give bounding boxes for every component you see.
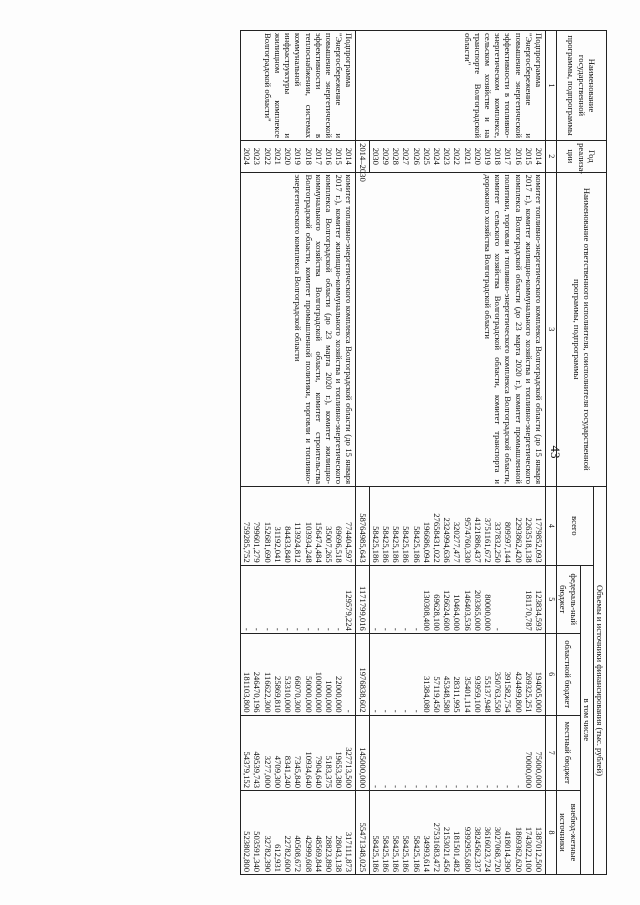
- col-number: 3: [545, 172, 556, 487]
- sum-total: 58764985,643: [356, 487, 369, 566]
- page-number: 43: [548, 445, 563, 459]
- local-values: 75000,000 70000,000 - - - - - - - - - - - - - - -: [369, 715, 545, 790]
- executor-list: комитет топливно-энергетического комплекса Волгоградской области (до 15 января 2017 г.), комитет жилищно-коммунального хозяйства и топливно-энергетического комплекса Волгоградской области (до 23 марта 2020 г.), комитет промышленной политики, торговли и топливно-энергетического комплекса Волгоградской области, комитет сельского хозяйства Волгоградской области, комитет транспорта и дорожного хозяйства Волгоградской области: [356, 172, 546, 487]
- subprogram-name: Подпрограмма "Энергосбережение и повышение энергетической эффективности в топливно-энергетическом комплексе, сельском хозяйстве и на транспорте Волгоградской области": [356, 31, 546, 141]
- header-year: Год реализа-ции: [557, 141, 607, 172]
- col-number: 5: [545, 565, 556, 633]
- subprogram-name: Подпрограмма "Энергосбережение и повышение энергетической эффективности в теплоснабжении, системах коммунальной инфраструктуры и жилищном комплексе Волгоградской области": [241, 31, 356, 141]
- header-executor: Наименование ответственного исполнителя, соисполнителя государственной программы, подпрограммы: [557, 172, 607, 487]
- year-list: 2014 2015 2016 2017 2018 2019 2020 2021 2022 2023 2024 2025 2026 2027 2028 2029 2030: [369, 141, 545, 172]
- header-volumes: Объемы и источники финансирования (тыс. рублей): [593, 487, 606, 875]
- header-extra: внебюд-жетные источники: [557, 791, 580, 875]
- total-values: 774404,597 69696,518 35007,265 156474,484 103934,248 113924,812 84433,840 31192,041 152681,690 799601,279 759285,752: [241, 487, 356, 566]
- sum-regional: 1976838,602: [356, 633, 369, 715]
- federal-values: 123834,593 181170,787 - 80000,000 203365,000 146403,536 10464,000 126624,600 69628,100 130308,400 - - - - -: [369, 565, 545, 633]
- regional-values: 194005,000 269325,251 424499,800 391582,754 350763,550 55137,948 93959,100 35401,114 28311,995 45348,580 57119,450 31384,080 - - - - -: [369, 633, 545, 715]
- header-federal: федераль-ный бюджет: [557, 565, 580, 633]
- col-number: 8: [545, 791, 556, 875]
- sum-local: 145000,000: [356, 715, 369, 790]
- header-total: всего: [557, 487, 594, 566]
- col-number: 7: [545, 715, 556, 790]
- sum-period: 2014–2030: [356, 141, 369, 172]
- header-regional: областной бюджет: [557, 633, 580, 715]
- local-values: 327713,500 19653,380 5183,375 7904,640 10934,640 7345,840 8341,240 4709,300 3277,000 49539,743 54379,152: [241, 715, 356, 790]
- header-name: Наименование государственной программы, подпрограммы: [557, 31, 607, 141]
- col-number: 4: [545, 487, 556, 566]
- subprogram-row: [241, 31, 356, 875]
- col-number: 6: [545, 633, 556, 715]
- financing-table: [240, 30, 607, 875]
- sum-federal: 1171799,016: [356, 565, 369, 633]
- subprogram-row: [369, 31, 545, 875]
- rotated-table-page: [97, 30, 607, 875]
- col-number: 2: [545, 141, 556, 172]
- year-list: 2014 2015 2016 2017 2018 2019 2020 2021 2022 2023 2024: [241, 141, 356, 172]
- total-values: 1779852,093 2263518,138 2293862,420 809597,144 337832,250 3751161,672 4121886,437 9574760,330 320277,477 2324994,636 27658431,022 196686,094 58425,186 58425,186 58425,186 58425,186 58425,186: [369, 487, 545, 566]
- col-number: 1: [545, 31, 556, 141]
- header-incl: в том числе: [580, 565, 593, 874]
- regional-values: - 22000,000 1000,000 100000,000 50000,000 66070,300 53310,000 25869,810 116622,300 246470,196 181103,800: [241, 633, 356, 715]
- extra-values: 317111,873 28043,138 28823,890 48569,844 42999,608 40508,672 22782,600 612,931 32782,390 503591,340 523802,800: [241, 791, 356, 875]
- header-local: местный бюджет: [557, 715, 580, 790]
- federal-values: 129579,224 - - - - - - - - - -: [241, 565, 356, 633]
- sum-extra: 55471348,025: [356, 791, 369, 875]
- extra-values: 1387012,500 1743022,100 1869362,620 418014,390 3027068,720 3616023,724 3824562,337 9392955,680 181501,482 2153021,456 27531683,472 34993,614 58425,186 58425,186 58425,186 58425,186 58425,186: [369, 791, 545, 875]
- executor-list: комитет топливно-энергетического комплекса Волгоградской области (до 15 января 2017 г.), комитет жилищно-коммунального хозяйства и топливно-энергетического комплекса Волгоградской области (до 23 марта 2020 г.), комитет жилищно-коммунального хозяйства Волгоградской области, комитет строительства Волгоградской области, комитет промышленной политики, торговли и топливно-энергетического комплекса Волгоградской области: [241, 172, 356, 487]
